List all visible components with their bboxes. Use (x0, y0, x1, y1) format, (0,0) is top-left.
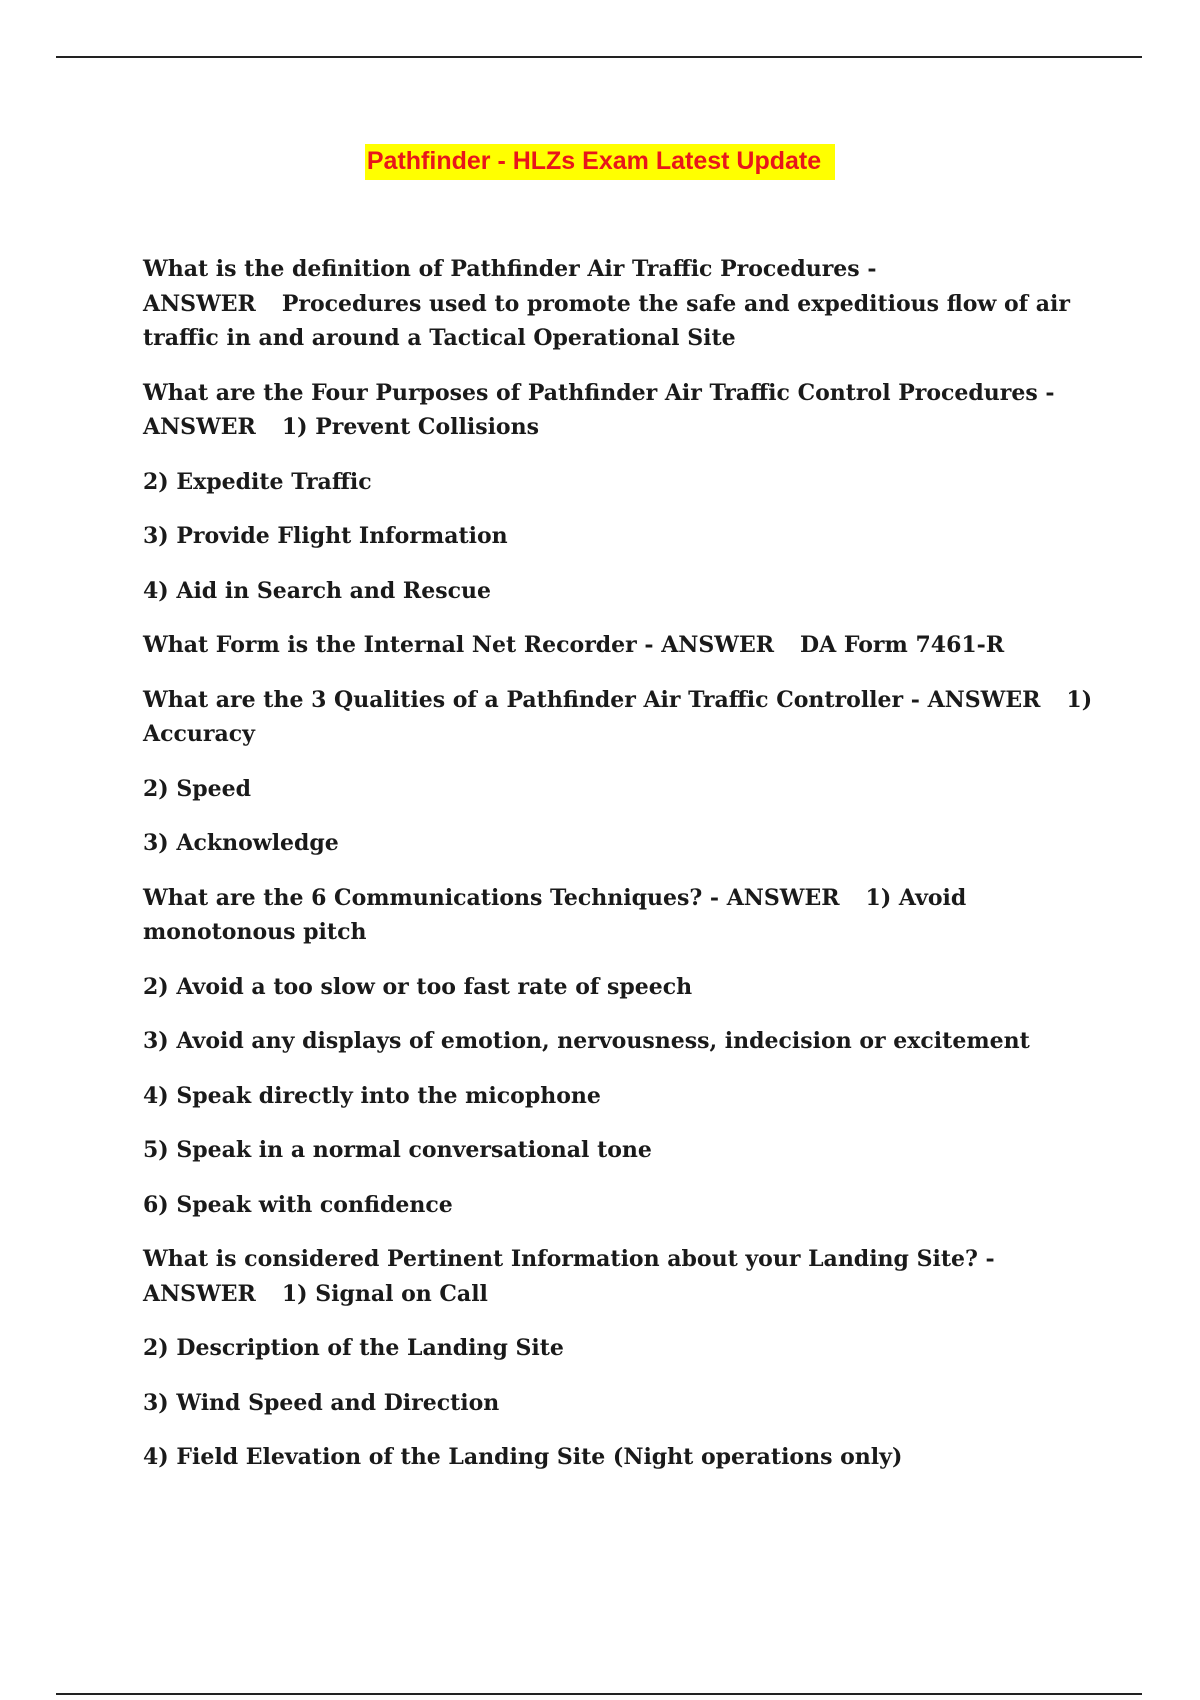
list-line: 4) Field Elevation of the Landing Site (Night operations only) (143, 1444, 903, 1470)
answer-text: 1) Prevent Collisions (281, 414, 539, 440)
list-line: 4) Speak directly into the micophone (143, 1082, 601, 1109)
answer-text: Procedures used to promote the safe and expeditious flow of air traffic in and around a Tactical Operational Site (143, 290, 1070, 351)
qa-paragraph (143, 881, 1095, 950)
answer-text: 1) Accuracy (143, 686, 1093, 747)
question-text: What are the 6 Communications Techniques? - ANSWER (143, 884, 840, 911)
list-line: 2) Speed (143, 775, 252, 802)
answer-text: 1) Signal on Call (281, 1280, 488, 1307)
question-text: What are the Four Purposes of Pathfinder Air Traffic Control Procedures - ANSWER (143, 379, 1055, 440)
answer-text: DA Form 7461-R (800, 632, 1005, 658)
bottom-rule (56, 1693, 1142, 1695)
question-text: What are the 3 Qualities of a Pathfinder Air Traffic Controller - ANSWER (143, 686, 1041, 713)
question-text: What is the definition of Pathfinder Air Traffic Procedures - ANSWER (143, 256, 877, 317)
qa-paragraph (143, 1242, 1095, 1311)
qa-paragraph (143, 252, 1095, 356)
list-line: 3) Provide Flight Information (143, 523, 508, 549)
top-rule (56, 56, 1142, 58)
qa-paragraph (143, 628, 1095, 663)
list-line: 2) Expedite Traffic (143, 468, 372, 495)
list-line: 5) Speak in a normal conversational tone (143, 1137, 652, 1163)
list-line: 2) Description of the Landing Site (143, 1335, 564, 1361)
question-text: What is considered Pertinent Information about your Landing Site? - ANSWER (143, 1246, 995, 1307)
document-title: Pathfinder - HLZs Exam Latest Update (365, 144, 835, 180)
answer-text: 1) Avoid monotonous pitch (143, 884, 967, 945)
document-body (143, 252, 1095, 1475)
list-line: 4) Aid in Search and Rescue (143, 577, 491, 604)
list-line: 3) Acknowledge (143, 830, 339, 856)
qa-paragraph (143, 683, 1095, 752)
list-line: 3) Wind Speed and Direction (143, 1389, 500, 1416)
title-container (0, 144, 1200, 180)
list-line: 3) Avoid any displays of emotion, nervousness, indecision or excitement (143, 1028, 1030, 1054)
list-line: 2) Avoid a too slow or too fast rate of speech (143, 973, 693, 1000)
qa-paragraph (143, 376, 1095, 445)
question-text: What Form is the Internal Net Recorder - ANSWER (143, 632, 775, 658)
list-line: 6) Speak with confidence (143, 1191, 453, 1218)
